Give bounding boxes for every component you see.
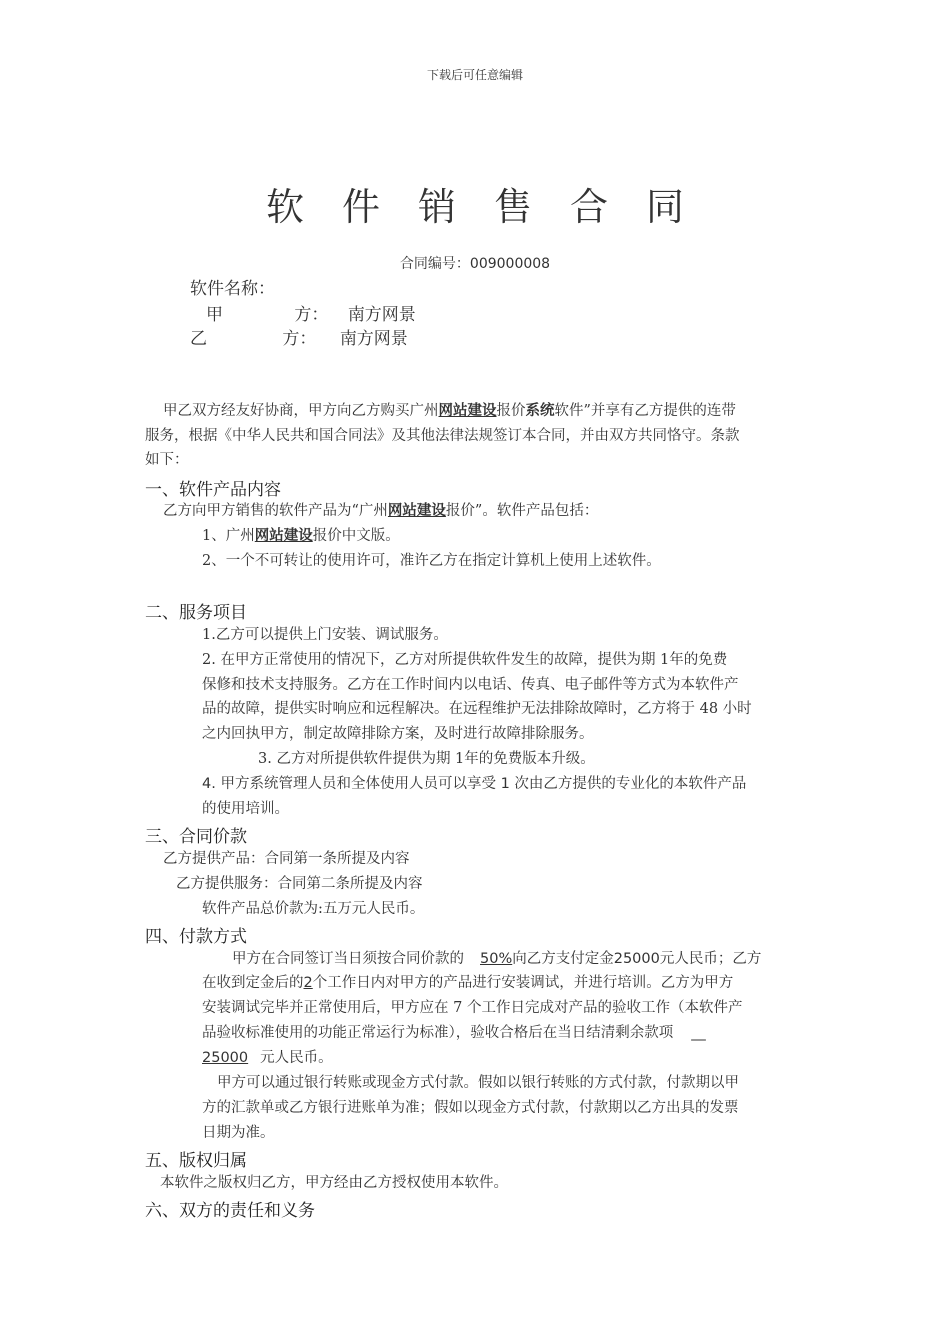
section-5-line-1: 本软件之版权归乙方，甲方经由乙方授权使用本软件。 xyxy=(160,1175,508,1191)
section-2-item-2-line-2: 保修和技术支持服务。乙方在工作时间内以电话、传真、电子邮件等方式为本软件产 xyxy=(202,677,739,693)
section-2-item-4-line-2: 的使用培训。 xyxy=(202,801,289,817)
section-2-item-2-line-3: 品的故障，提供实时响应和远程解决。在远程维护无法排除故障时，乙方将于 48 小时 xyxy=(202,701,752,717)
section-2-heading: 二、服务项目 xyxy=(145,603,247,623)
party-b-label-1: 乙 xyxy=(190,329,207,349)
intro-line-3: 如下： xyxy=(145,452,189,468)
section-4-heading: 四、付款方式 xyxy=(145,927,247,947)
section-3-line-3: 软件产品总价款为:五万元人民币。 xyxy=(202,901,425,917)
section-4-p2-line-3: 日期为准。 xyxy=(202,1125,275,1141)
intro-line-1: 甲乙双方经友好协商，甲方向乙方购买广州网站建设报价系统软件”并享有乙方提供的连带 xyxy=(163,403,736,419)
contract-number: 合同编号：009000008 xyxy=(399,256,551,272)
section-4-p1-line-2: 在收到定金后的2个工作日内对甲方的产品进行安装调试，并进行培训。乙方为甲方 xyxy=(202,975,734,991)
section-3-heading: 三、合同价款 xyxy=(145,827,247,847)
section-2-item-3: 3. 乙方对所提供软件提供为期 1年的免费版本升级。 xyxy=(258,751,595,767)
section-2-item-1: 1.乙方可以提供上门安装、调试服务。 xyxy=(202,627,448,643)
section-2-item-2-line-4: 之内回执甲方，制定故障排除方案，及时进行故障排除服务。 xyxy=(202,726,594,742)
section-1-para: 乙方向甲方销售的软件产品为“广州网站建设报价”。软件产品包括： xyxy=(163,503,599,519)
section-1-heading: 一、软件产品内容 xyxy=(145,480,281,500)
section-1-item-2: 2、一个不可转让的使用许可，准许乙方在指定计算机上使用上述软件。 xyxy=(202,553,661,569)
page-title: 软件销售合同 xyxy=(265,185,722,229)
section-4-p2-line-1: 甲方可以通过银行转账或现金方式付款。假如以银行转账的方式付款，付款期以甲 xyxy=(217,1075,739,1091)
section-4-p1-line-5: 25000 元人民币。 xyxy=(202,1050,333,1066)
intro-line-2: 服务，根据《中华人民共和国合同法》及其他法律法规签订本合同，并由双方共同恪守。条款 xyxy=(145,428,740,444)
party-a-label-1: 甲 xyxy=(206,305,223,325)
section-1-item-1: 1、广州网站建设报价中文版。 xyxy=(202,528,400,544)
party-b-label-2: 方： xyxy=(282,329,317,349)
section-4-p1-line-1: 甲方在合同签订当日须按合同价款的 50%向乙方支付定金25000元人民币；乙方 xyxy=(232,951,762,967)
header-note: 下载后可任意编辑 xyxy=(426,68,523,82)
section-4-p1-line-4: 品验收标准使用的功能正常运行为标准），验收合格后在当日结清剩余款项 __ xyxy=(202,1025,706,1041)
party-a-label-2: 方： xyxy=(294,305,329,325)
section-6-heading: 六、双方的责任和义务 xyxy=(145,1201,315,1221)
party-a-row xyxy=(206,300,416,325)
section-3-line-1: 乙方提供产品：合同第一条所提及内容 xyxy=(163,851,410,867)
section-2-item-4-line-1: 4. 甲方系统管理人员和全体使用人员可以享受 1 次由乙方提供的专业化的本软件产品 xyxy=(202,776,747,792)
party-a-value: 南方网景 xyxy=(347,305,416,325)
software-name-label: 软件名称： xyxy=(190,279,275,299)
section-4-p1-line-3: 安装调试完毕并正常使用后，甲方应在 7 个工作日完成对产品的验收工作（本软件产 xyxy=(202,1000,743,1016)
section-2-item-2-line-1: 2. 在甲方正常使用的情况下，乙方对所提供软件发生的故障，提供为期 1年的免费 xyxy=(202,652,728,668)
section-3-line-2: 乙方提供服务：合同第二条所提及内容 xyxy=(176,876,423,892)
section-4-p2-line-2: 方的汇款单或乙方银行进账单为准；假如以现金方式付款，付款期以乙方出具的发票 xyxy=(202,1100,739,1116)
party-b-row xyxy=(190,324,408,349)
party-b-value: 南方网景 xyxy=(339,329,408,349)
section-5-heading: 五、版权归属 xyxy=(145,1151,247,1171)
